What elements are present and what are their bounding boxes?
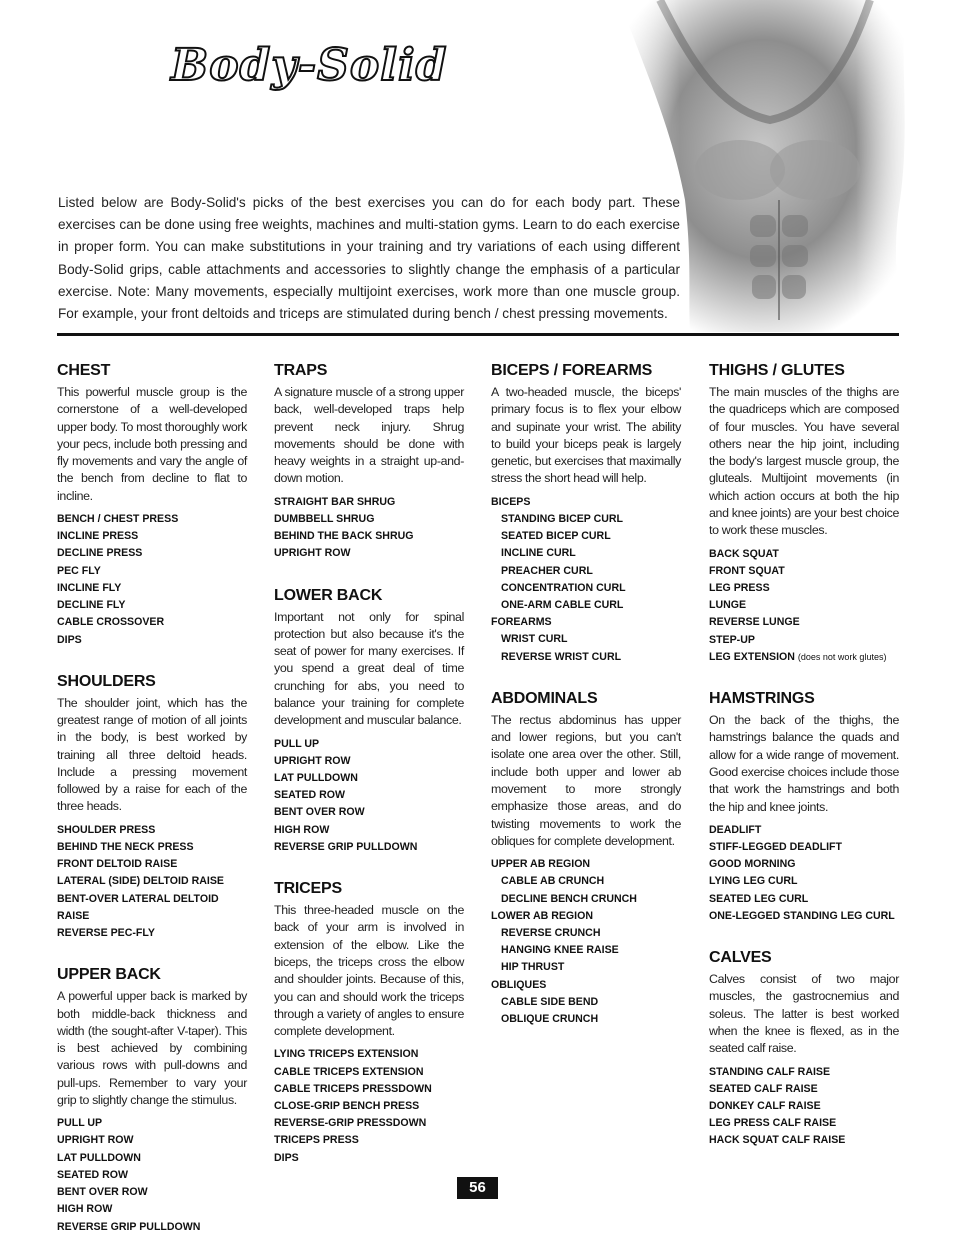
section-upper-back	[57, 966, 247, 1236]
section-title: THIGHS / GLUTES	[709, 362, 845, 379]
exercise-label: UPRIGHT ROW	[274, 754, 351, 767]
exercise-item	[709, 1064, 899, 1081]
exercise-label: REVERSE LUNGE	[709, 616, 800, 629]
exercise-label: UPRIGHT ROW	[274, 547, 351, 560]
exercise-label: CABLE CROSSOVER	[57, 616, 165, 629]
section-traps	[274, 362, 464, 563]
exercise-note: (does not work glutes)	[797, 651, 887, 662]
exercise-label: FRONT SQUAT	[709, 564, 785, 577]
section-title: HAMSTRINGS	[709, 690, 815, 708]
exercise-item	[57, 925, 247, 942]
exercise-item	[57, 1201, 247, 1218]
exercise-label: HANGING KNEE RAISE	[501, 944, 619, 957]
exercise-label: LAT PULLDOWN	[57, 1151, 141, 1164]
exercise-item	[57, 1150, 247, 1167]
exercise-item	[274, 770, 464, 787]
section-triceps	[274, 880, 464, 1167]
exercise-item	[57, 563, 247, 580]
exercise-label: TRICEPS PRESS	[274, 1134, 359, 1147]
exercise-item	[491, 942, 681, 959]
section-description: The rectus abdominus has upper and lower regions, but you can't isolate one area over the other. Still, include both upper and lower ab movement to more strongly emphasize those areas, and do twisting movements to work the obliques for complete development.	[491, 712, 681, 848]
section-description: This powerful muscle group is the cornerstone of a well-developed upper body. To most thoroughly work your pecs, include both pressing and fly movements and vary the angle of the bench from decline to flat to incline.	[57, 385, 247, 503]
exercise-item	[491, 994, 681, 1011]
exercise-item	[274, 1098, 464, 1115]
exercise-item	[57, 1115, 247, 1132]
exercise-item	[709, 649, 899, 666]
exercise-label: LYING TRICEPS EXTENSION	[274, 1048, 419, 1061]
exercise-label: CABLE AB CRUNCH	[501, 875, 605, 888]
exercise-label: STRAIGHT BAR SHRUG	[274, 495, 396, 508]
exercise-label: HIGH ROW	[57, 1203, 113, 1216]
exercise-item	[57, 632, 247, 649]
exercise-label: HIP THRUST	[501, 961, 565, 974]
intro-paragraph: Listed below are Body-Solid's picks of the best exercises you can do for each body part. These exercises can be done using free weights, machines and multi-station gyms. Learn to do each exercise in proper form. You can make substitutions in your training and try variations of each using different Body-Solid grips, cable attachments and accessories to slightly change the emphasis of a particular exercise. Note: Many movements, especially multijoint exercises, work more than one muscle group. For example, your front deltoids and triceps are stimulated during bench / chest pressing movements.	[58, 195, 680, 322]
exercise-label: ONE-LEGGED STANDING LEG CURL	[709, 909, 895, 922]
column-4	[709, 362, 899, 1174]
section-chest	[57, 362, 247, 649]
exercise-label: BEHIND THE BACK SHRUG	[274, 530, 414, 543]
exercise-label: LEG PRESS	[709, 582, 770, 595]
exercise-item	[491, 545, 681, 562]
exercise-item	[274, 511, 464, 528]
exercise-item	[709, 1132, 899, 1149]
exercise-label: BACK SQUAT	[709, 547, 779, 560]
exercise-label: CONCENTRATION CURL	[501, 581, 626, 594]
exercise-item	[709, 614, 899, 631]
page-number: 56	[457, 1177, 498, 1199]
section-title: SHOULDERS	[57, 672, 156, 690]
section-lower-back	[274, 587, 464, 857]
exercise-item	[57, 822, 247, 839]
exercise-item	[709, 856, 899, 873]
exercise-label: PULL UP	[57, 1117, 103, 1130]
exercise-label: BENT OVER ROW	[274, 806, 365, 819]
exercise-label: BICEPS	[491, 495, 531, 508]
exercise-item	[491, 597, 681, 614]
exercise-label: SEATED ROW	[57, 1168, 129, 1181]
exercise-item	[491, 494, 681, 511]
exercise-item	[709, 891, 899, 908]
exercise-item	[491, 649, 681, 666]
exercise-item	[709, 1098, 899, 1115]
section-biceps-forearms	[491, 362, 681, 666]
exercise-label: DIPS	[57, 633, 82, 646]
exercise-item	[57, 891, 247, 925]
column-2	[274, 362, 464, 1191]
exercise-item	[709, 839, 899, 856]
exercise-item	[57, 839, 247, 856]
exercise-item	[57, 580, 247, 597]
exercise-item	[57, 597, 247, 614]
exercise-label: DONKEY CALF RAISE	[709, 1099, 821, 1112]
exercise-label: LEG PRESS CALF RAISE	[709, 1117, 837, 1130]
section-title: TRAPS	[274, 362, 328, 379]
exercise-label: PULL UP	[274, 737, 320, 750]
body-solid-logo	[165, 28, 455, 108]
exercise-label: DECLINE FLY	[57, 599, 126, 612]
exercise-item	[57, 545, 247, 562]
exercise-label: HACK SQUAT CALF RAISE	[709, 1134, 846, 1147]
exercise-label: SEATED BICEP CURL	[501, 530, 611, 543]
exercise-label: LATERAL (SIDE) DELTOID RAISE	[57, 875, 224, 888]
section-abdominals	[491, 690, 681, 1028]
exercise-item	[57, 856, 247, 873]
exercise-item	[274, 1081, 464, 1098]
exercise-item	[491, 891, 681, 908]
exercise-label: CLOSE-GRIP BENCH PRESS	[274, 1100, 420, 1113]
exercise-item	[709, 1115, 899, 1132]
exercise-item	[274, 1046, 464, 1063]
exercise-item	[274, 839, 464, 856]
exercise-label: DUMBBELL SHRUG	[274, 512, 375, 525]
exercise-item	[709, 632, 899, 649]
section-title: TRICEPS	[274, 880, 342, 898]
column-1	[57, 362, 247, 1260]
section-description: The shoulder joint, which has the greatest range of motion of all joints in the body, is best worked by training all three deltoid heads. Include a pressing movement followed by a raise for each of the three heads.	[57, 695, 247, 814]
exercise-label: ONE-ARM CABLE CURL	[501, 599, 624, 611]
logo-text: Body-Solid	[171, 40, 448, 91]
exercise-label: HIGH ROW	[274, 823, 330, 836]
section-calves	[709, 949, 899, 1150]
exercise-label: WRIST CURL	[501, 633, 568, 646]
exercise-label: CABLE TRICEPS PRESSDOWN	[274, 1082, 432, 1095]
exercise-item	[491, 528, 681, 545]
exercise-item	[491, 1011, 681, 1028]
exercise-item	[491, 977, 681, 994]
exercise-item	[274, 494, 464, 511]
section-title: UPPER BACK	[57, 966, 161, 984]
section-title: LOWER BACK	[274, 586, 383, 604]
exercise-item	[57, 1132, 247, 1149]
exercise-label: PREACHER CURL	[501, 564, 593, 577]
exercise-label: UPRIGHT ROW	[57, 1134, 134, 1147]
exercise-label: SEATED CALF RAISE	[709, 1082, 818, 1095]
exercise-label: CABLE TRICEPS EXTENSION	[274, 1065, 424, 1078]
exercise-item	[491, 563, 681, 580]
section-description: On the back of the thighs, the hamstrings balance the quads and allow for a wide range of movement. Good exercise choices include those that work the hamstrings and both the hip and knee joints.	[709, 713, 899, 814]
exercise-label: DECLINE PRESS	[57, 547, 143, 560]
exercise-label: SHOULDER PRESS	[57, 823, 156, 836]
exercise-item	[491, 959, 681, 976]
exercise-item	[709, 908, 899, 925]
exercise-item	[491, 614, 681, 631]
exercise-label: STIFF-LEGGED DEADLIFT	[709, 841, 843, 854]
exercise-label: BENT-OVER LATERAL DELTOID RAISE	[57, 892, 219, 922]
exercise-item	[709, 597, 899, 614]
section-description: A signature muscle of a strong upper back, well-developed traps help prevent neck injury. Shrug movements should be done with heavy weights in a straight up-and-down motion.	[274, 385, 464, 486]
exercise-label: LAT PULLDOWN	[274, 772, 358, 785]
section-shoulders	[57, 673, 247, 943]
exercise-item	[57, 614, 247, 631]
exercise-label: PEC FLY	[57, 564, 101, 577]
exercise-item	[274, 545, 464, 562]
section-description: A two-headed muscle, the biceps' primary focus is to flex your elbow and supinate your wrist. The ability to build your biceps peak is largely genetic, but exercises that maximally stress the short head will help.	[491, 385, 681, 486]
exercise-item	[57, 528, 247, 545]
exercise-item	[57, 511, 247, 528]
exercise-label: BENT OVER ROW	[57, 1186, 148, 1199]
section-description: Important not only for spinal protection but also because it's the seat of power for many exercises. If you spend a great deal of time crunching for abs, you need to balance your training for complete development and muscular balance.	[274, 609, 464, 728]
exercise-label: GOOD MORNING	[709, 858, 796, 871]
section-hamstrings	[709, 690, 899, 925]
exercise-label: REVERSE PEC-FLY	[57, 927, 155, 939]
section-description: Calves consist of two major muscles, the gastrocnemius and soleus. The latter is best worked when the knee is flexed, as in the seated calf raise.	[709, 972, 899, 1056]
exercise-label: INCLINE CURL	[501, 547, 576, 560]
exercise-item	[709, 580, 899, 597]
exercise-item	[491, 856, 681, 873]
exercise-label: LUNGE	[709, 599, 747, 612]
exercise-label: INCLINE PRESS	[57, 530, 139, 543]
exercise-label: DECLINE BENCH CRUNCH	[501, 892, 637, 905]
exercise-item	[57, 1167, 247, 1184]
exercise-item	[274, 753, 464, 770]
exercise-label: FRONT DELTOID RAISE	[57, 858, 178, 871]
exercise-item	[274, 787, 464, 804]
exercise-item	[709, 563, 899, 580]
exercise-item	[491, 580, 681, 597]
exercise-label: SEATED LEG CURL	[709, 892, 809, 905]
exercise-item	[274, 822, 464, 839]
exercise-label: REVERSE WRIST CURL	[501, 650, 622, 663]
exercise-label: UPPER AB REGION	[491, 858, 591, 871]
exercise-item	[709, 822, 899, 839]
exercise-item	[274, 1115, 464, 1132]
exercise-label: STEP-UP	[709, 633, 755, 646]
exercise-item	[274, 528, 464, 545]
section-description: This three-headed muscle on the back of your arm is involved in extension of the elbow. Like the biceps, the triceps cross the elbow and shoulder joints. Because of this, you can and should work the triceps through a variety of angles to ensure complete development.	[274, 903, 464, 1039]
exercise-label: DIPS	[274, 1151, 299, 1164]
exercise-item	[274, 1132, 464, 1149]
exercise-label: REVERSE GRIP PULLDOWN	[274, 840, 418, 853]
exercise-item	[57, 1184, 247, 1201]
section-title: CALVES	[709, 949, 772, 967]
exercise-label: DEADLIFT	[709, 823, 762, 836]
exercise-item	[709, 546, 899, 563]
exercise-item	[274, 804, 464, 821]
exercise-label: REVERSE CRUNCH	[501, 927, 601, 939]
exercise-item	[274, 736, 464, 753]
exercise-label: REVERSE-GRIP PRESSDOWN	[274, 1117, 427, 1130]
exercise-item	[491, 908, 681, 925]
exercise-label: LYING LEG CURL	[709, 875, 798, 888]
exercise-item	[491, 925, 681, 942]
exercise-label: LOWER AB REGION	[491, 909, 594, 922]
section-description: The main muscles of the thighs are the quadriceps which are composed of four muscles. You have several others near the hip joint, including the body's largest muscle group, the gluteals. Multijoint movements (in which action occurs at both the hip and knee joints) are your best choice to work these muscles.	[709, 385, 899, 538]
exercise-label: FOREARMS	[491, 616, 552, 629]
exercise-label: BENCH / CHEST PRESS	[57, 513, 179, 526]
section-thighs-glutes	[709, 362, 899, 666]
section-title: BICEPS / FOREARMS	[491, 362, 653, 379]
header-divider	[57, 333, 899, 336]
exercise-label: OBLIQUES	[491, 978, 547, 991]
column-3	[491, 362, 681, 1052]
exercise-item	[491, 511, 681, 528]
exercise-item	[491, 873, 681, 890]
exercise-label: STANDING CALF RAISE	[709, 1065, 831, 1078]
exercise-label: LEG EXTENSION	[709, 650, 795, 663]
exercise-item	[491, 631, 681, 648]
exercise-item	[274, 1064, 464, 1081]
exercise-label: CABLE SIDE BEND	[501, 995, 599, 1008]
exercise-label: REVERSE GRIP PULLDOWN	[57, 1220, 201, 1233]
section-title: CHEST	[57, 362, 111, 379]
exercise-item	[57, 1219, 247, 1236]
exercise-item	[709, 873, 899, 890]
section-description: A powerful upper back is marked by both middle-back thickness and width (the sought-after V-taper). This is best achieved by combining various rows with pull-downs and pull-ups. Remember to vary your grip to slightly change the stimulus.	[57, 989, 247, 1107]
section-title: ABDOMINALS	[491, 689, 598, 707]
exercise-label: SEATED ROW	[274, 789, 346, 802]
exercise-item	[709, 1081, 899, 1098]
exercise-item	[274, 1150, 464, 1167]
exercise-label: BEHIND THE NECK PRESS	[57, 840, 194, 853]
exercise-label: STANDING BICEP CURL	[501, 512, 624, 525]
exercise-item	[57, 873, 247, 890]
exercise-label: INCLINE FLY	[57, 581, 122, 594]
exercise-label: OBLIQUE CRUNCH	[501, 1013, 599, 1026]
